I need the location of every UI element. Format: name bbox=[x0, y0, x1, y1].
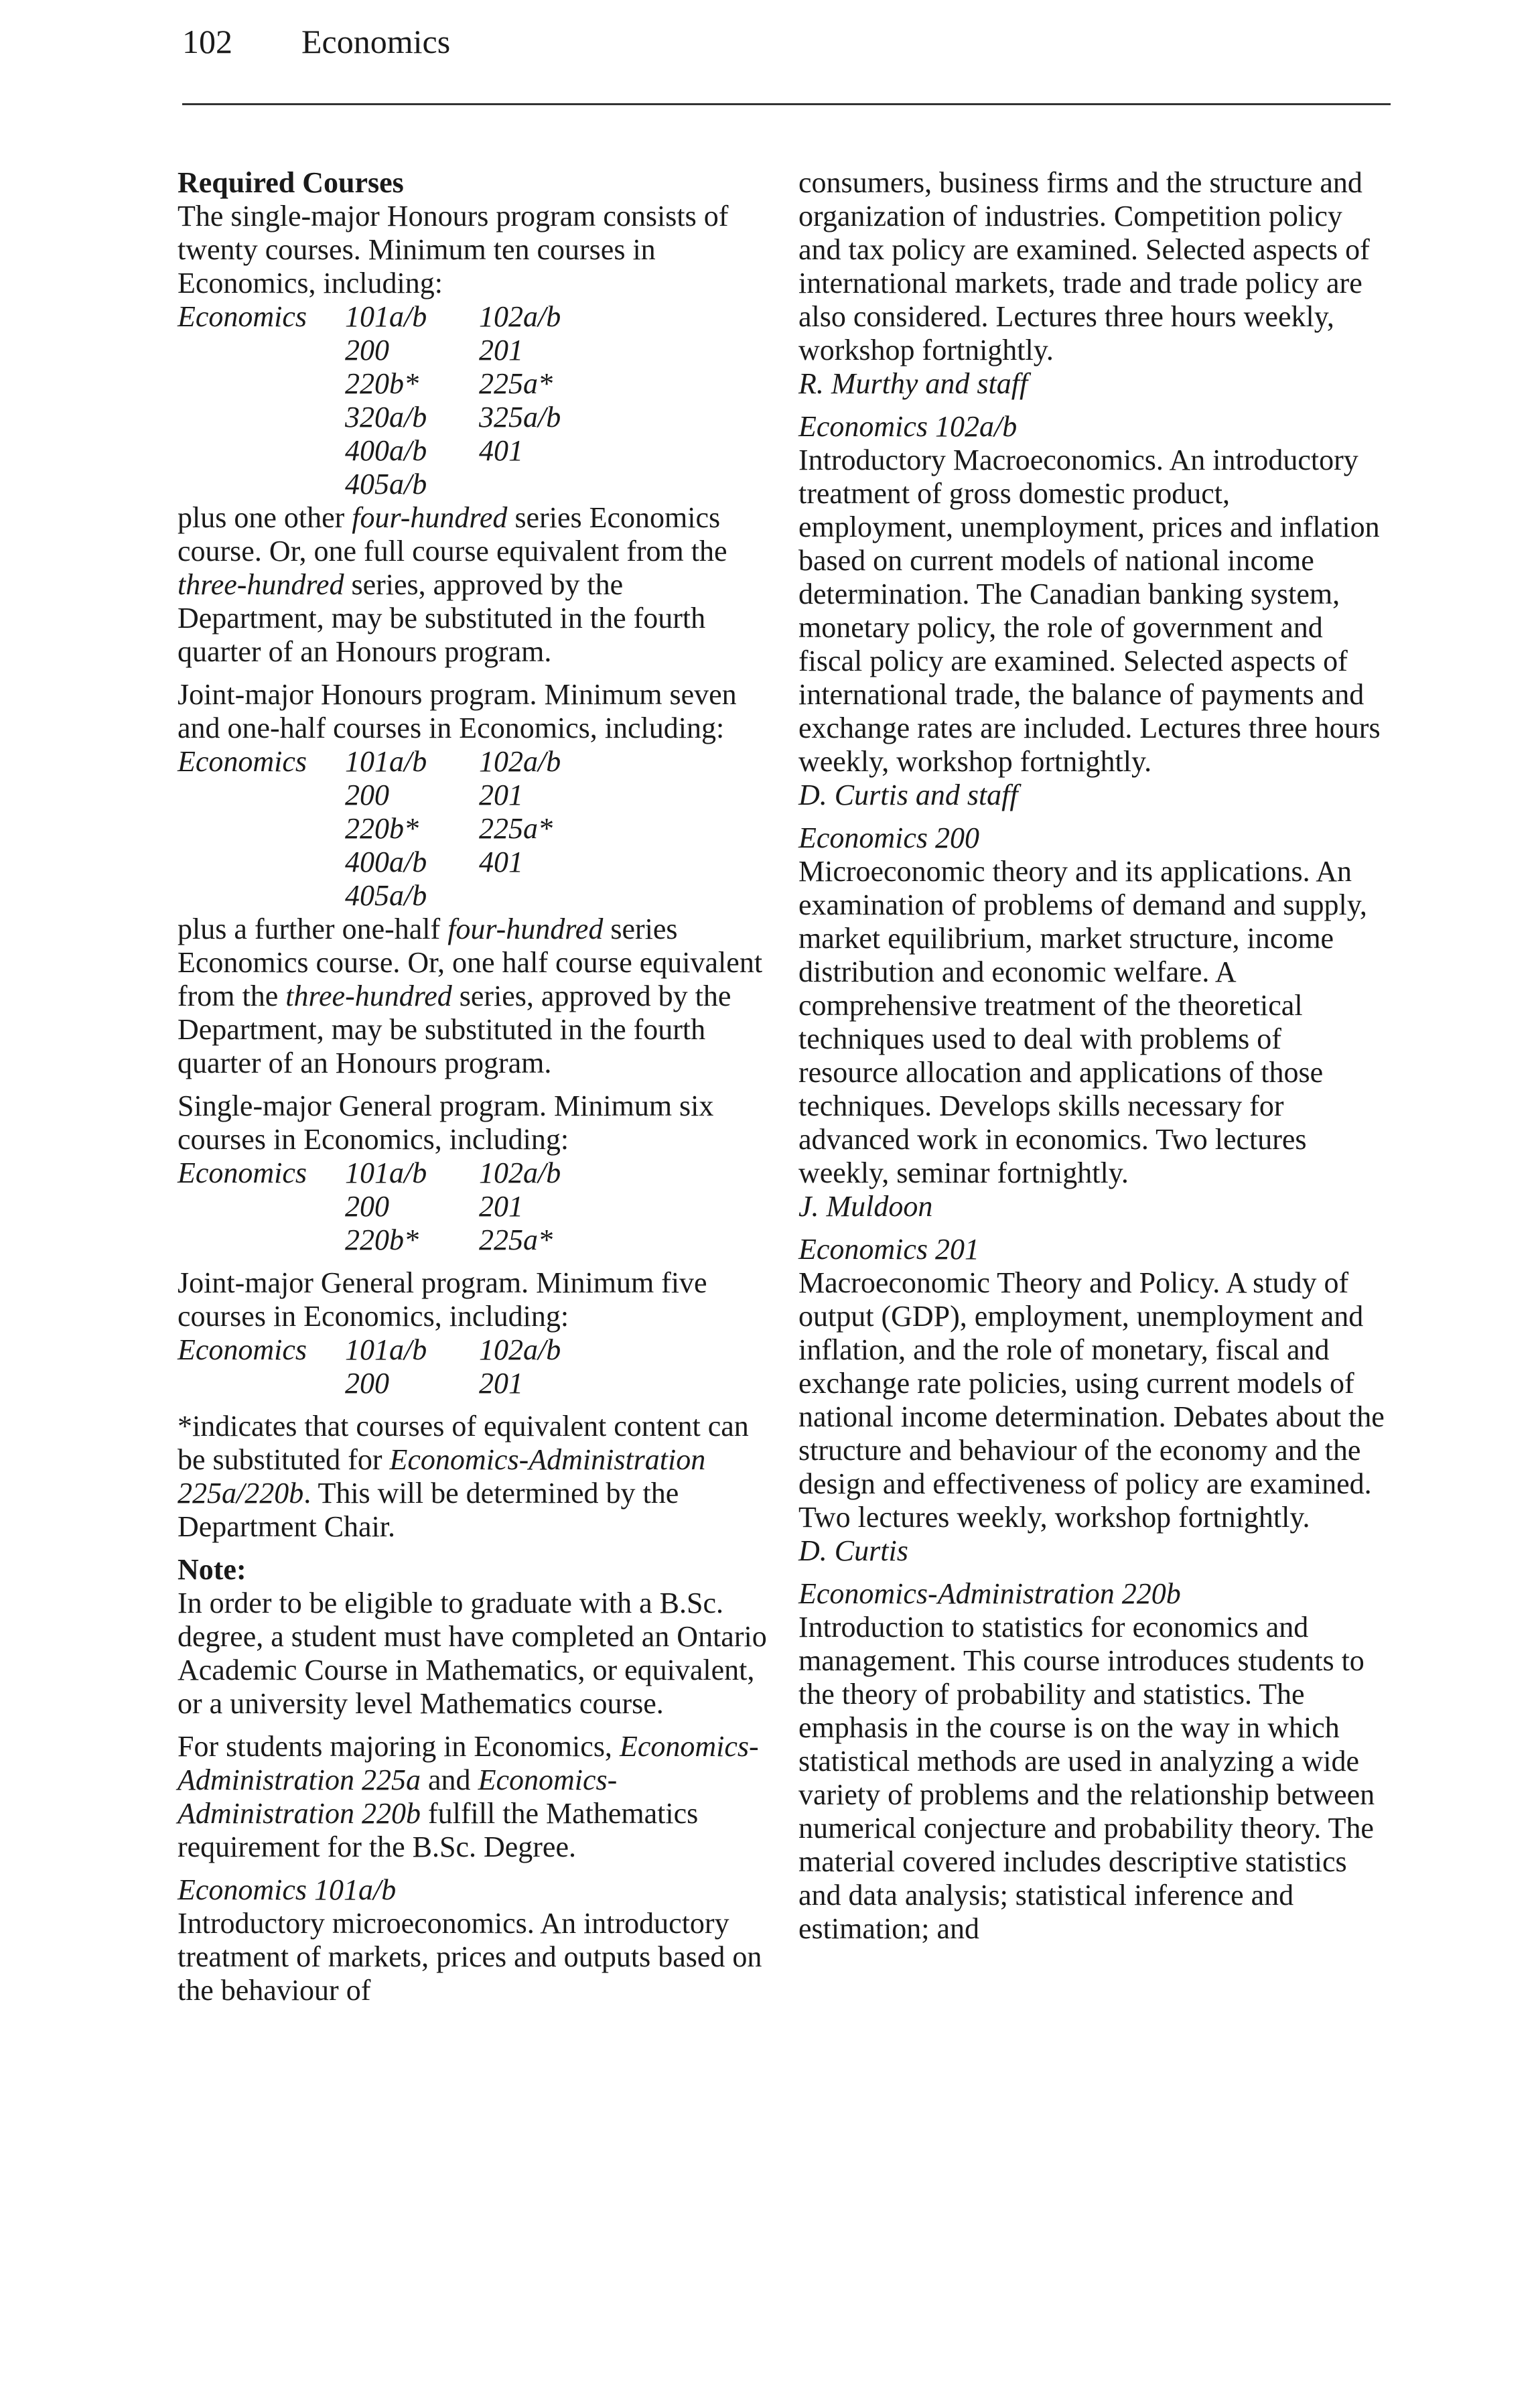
table-cell: 405a/b bbox=[345, 468, 427, 500]
table-row bbox=[178, 401, 561, 434]
course-entry bbox=[798, 821, 1388, 1223]
table-cell: 201 bbox=[479, 1367, 523, 1400]
course-title: Economics 101a/b bbox=[178, 1873, 397, 1906]
text-run: four-hundred bbox=[447, 913, 604, 945]
table-cell bbox=[178, 468, 345, 501]
table-row bbox=[178, 434, 561, 468]
course-description: Macroeconomic Theory and Policy. A study of output (GDP), employment, unemployment and inflation, and the role of monetary, fiscal and exchange rate policies, using current models of national income determination. Debates about the structure and behaviour of the economy and the design and effectiveness of policy are examined. Two lectures weekly, workshop fortnightly. bbox=[798, 1266, 1385, 1534]
course-description: Microeconomic theory and its applications. An examination of problems of demand and supply, market equilibrium, market structure, income distribution and economic welfare. A comprehensive treatment of the theoretical techniques used to deal with problems of resource allocation and applications of those techniques. Develops skills necessary for advanced work in economics. Two lectures weekly, seminar fortnightly. bbox=[798, 855, 1367, 1189]
course-title: Economics-Administration 220b bbox=[798, 1577, 1181, 1610]
course-instructor: D. Curtis bbox=[798, 1534, 908, 1567]
table-cell: 401 bbox=[479, 434, 523, 467]
joint-general-intro: Joint-major General program. Minimum five courses in Economics, including: bbox=[178, 1266, 707, 1333]
table-cell: 200 bbox=[345, 334, 389, 366]
text-run: Economics-Administration 225a bbox=[178, 1730, 759, 1796]
table-cell: 101a/b bbox=[345, 745, 427, 778]
table-row bbox=[178, 300, 561, 334]
left-column bbox=[178, 166, 767, 2017]
course-entry bbox=[798, 410, 1388, 812]
single-honours-footnote bbox=[178, 501, 767, 669]
joint-honours-block bbox=[178, 678, 767, 1080]
table-cell bbox=[178, 879, 345, 913]
course-table bbox=[178, 1333, 561, 1400]
required-courses-heading: Required Courses bbox=[178, 166, 404, 199]
text-run: series, approved by the Department, may be substituted in the fourth quarter of an Honours program. bbox=[178, 980, 731, 1079]
text-run: Economics-Administration 225a/220b bbox=[178, 1443, 706, 1510]
note-heading: Note: bbox=[178, 1553, 247, 1586]
table-cell: 220b* bbox=[345, 367, 419, 400]
majors-note bbox=[178, 1730, 767, 1864]
table-cell: 201 bbox=[479, 334, 523, 366]
table-row bbox=[178, 1367, 561, 1400]
course-title: Economics 102a/b bbox=[798, 410, 1018, 443]
table-cell: 200 bbox=[345, 779, 389, 811]
course-description: Introduction to statistics for economics and management. This course introduces students to the theory of probability and statistics. The emphasis in the course is on the way in which statistical methods are used in analyzing a wide variety of problems and the relationship between numerical conjecture and probability theory. The material covered includes descriptive statistics and data analysis; statistical inference and estimation; and bbox=[798, 1611, 1375, 1945]
text-run: plus a further one-half bbox=[178, 913, 448, 945]
table-row bbox=[178, 745, 561, 779]
course-title: Economics 201 bbox=[798, 1233, 980, 1266]
table-row bbox=[178, 1223, 561, 1257]
table-cell bbox=[178, 401, 345, 434]
course-instructor: D. Curtis and staff bbox=[798, 779, 1018, 811]
text-run: series, approved by the Department, may be substituted in the fourth quarter of an Honours program. bbox=[178, 568, 706, 668]
table-cell: 225a* bbox=[479, 367, 553, 400]
text-run: four-hundred bbox=[352, 501, 508, 534]
text-run: three-hundred bbox=[178, 568, 344, 601]
joint-honours-footnote bbox=[178, 913, 767, 1080]
text-run: Economics-Administration 220b bbox=[178, 1763, 618, 1830]
table-cell: 102a/b bbox=[479, 300, 561, 333]
table-cell: 325a/b bbox=[479, 401, 561, 433]
table-cell: 400a/b bbox=[345, 846, 427, 878]
table-row bbox=[178, 879, 561, 913]
course-description: Introductory microeconomics. An introductory treatment of markets, prices and outputs based on the behaviour of bbox=[178, 1907, 762, 2007]
table-cell: 101a/b bbox=[345, 300, 427, 333]
table-cell bbox=[178, 1190, 345, 1223]
table-row bbox=[178, 779, 561, 812]
table-cell: 101a/b bbox=[345, 1333, 427, 1366]
table-row bbox=[178, 1156, 561, 1190]
table-cell bbox=[479, 879, 561, 913]
single-honours-block bbox=[178, 166, 767, 669]
table-cell: 225a* bbox=[479, 812, 553, 845]
asterisk-note-text bbox=[178, 1410, 767, 1544]
majors-note-text bbox=[178, 1730, 767, 1864]
course-table bbox=[178, 1156, 561, 1257]
table-cell: 200 bbox=[345, 1367, 389, 1400]
text-run: and bbox=[421, 1763, 478, 1796]
joint-general-block bbox=[178, 1266, 767, 1400]
page-number: 102 bbox=[182, 23, 232, 60]
course-instructor: R. Murthy and staff bbox=[798, 367, 1028, 400]
note-text: In order to be eligible to graduate with a B.Sc. degree, a student must have completed an Ontario Academic Course in Mathematics, or equivalent, or a university level Mathematics course. bbox=[178, 1587, 767, 1720]
text-run: three-hundred bbox=[285, 980, 452, 1012]
single-general-block bbox=[178, 1089, 767, 1257]
text-run: series Economics course. Or, one full course equivalent from the bbox=[178, 501, 727, 567]
table-cell bbox=[178, 367, 345, 401]
table-row bbox=[178, 812, 561, 846]
asterisk-note bbox=[178, 1410, 767, 1544]
table-row bbox=[178, 468, 561, 501]
text-run: *indicates that courses of equivalent content can be substituted for bbox=[178, 1410, 749, 1476]
table-cell bbox=[178, 812, 345, 846]
table-cell bbox=[178, 334, 345, 367]
table-cell: 102a/b bbox=[479, 1333, 561, 1366]
course-description: consumers, business firms and the structure and organization of industries. Competition policy and tax policy are examined. Selected aspects of international markets, trade and trade policy are also considered. Lectures three hours weekly, workshop fortnightly. bbox=[798, 166, 1370, 366]
table-cell bbox=[178, 846, 345, 879]
course-table bbox=[178, 300, 561, 501]
table-cell bbox=[479, 468, 561, 501]
table-cell: 220b* bbox=[345, 812, 419, 845]
joint-honours-intro: Joint-major Honours program. Minimum seven and one-half courses in Economics, including: bbox=[178, 678, 737, 744]
table-cell: 400a/b bbox=[345, 434, 427, 467]
course-entry bbox=[798, 1233, 1388, 1568]
table-cell: 225a* bbox=[479, 1223, 553, 1256]
course-title: Economics 200 bbox=[798, 821, 980, 854]
table-cell: 201 bbox=[479, 779, 523, 811]
table-cell: 401 bbox=[479, 846, 523, 878]
table-row bbox=[178, 846, 561, 879]
table-cell: 405a/b bbox=[345, 879, 427, 912]
table-cell: 102a/b bbox=[479, 1156, 561, 1189]
table-row bbox=[178, 334, 561, 367]
table-cell: 200 bbox=[345, 1190, 389, 1223]
text-run: plus one other bbox=[178, 501, 352, 534]
table-cell bbox=[178, 434, 345, 468]
table-row bbox=[178, 367, 561, 401]
table-cell: 320a/b bbox=[345, 401, 427, 433]
table-cell: 102a/b bbox=[479, 745, 561, 778]
text-run: For students majoring in Economics, bbox=[178, 1730, 620, 1763]
course-description: Introductory Macroeconomics. An introductory treatment of gross domestic product, employment, unemployment, prices and inflation based on current models of national income determination. The Canadian banking system, monetary policy, the role of government and fiscal policy are examined. Selected aspects of international trade, the balance of payments and exchange rates are included. Lectures three hours weekly, workshop fortnightly. bbox=[798, 444, 1381, 778]
table-row bbox=[178, 1190, 561, 1223]
course-instructor: J. Muldoon bbox=[798, 1190, 933, 1223]
text-run: . This will be determined by the Department Chair. bbox=[178, 1477, 679, 1543]
table-cell: Economics bbox=[178, 1333, 307, 1366]
course-table bbox=[178, 745, 561, 913]
table-cell: Economics bbox=[178, 1156, 307, 1189]
course-entry bbox=[798, 1577, 1388, 1946]
table-cell bbox=[178, 1367, 345, 1400]
table-row bbox=[178, 1333, 561, 1367]
single-honours-intro: The single-major Honours program consists of twenty courses. Minimum ten courses in Economics, including: bbox=[178, 200, 729, 299]
table-cell bbox=[178, 779, 345, 812]
table-cell: 220b* bbox=[345, 1223, 419, 1256]
table-cell bbox=[178, 1223, 345, 1257]
running-header bbox=[182, 15, 450, 68]
note-block bbox=[178, 1553, 767, 1721]
table-cell: 101a/b bbox=[345, 1156, 427, 1189]
text-run: fulfill the Mathematics requirement for the B.Sc. Degree. bbox=[178, 1797, 699, 1863]
course-entry bbox=[798, 166, 1388, 401]
course-entry bbox=[178, 1873, 767, 2007]
table-cell: Economics bbox=[178, 745, 307, 778]
table-cell: Economics bbox=[178, 300, 307, 333]
right-column bbox=[798, 166, 1388, 1955]
table-cell: 201 bbox=[479, 1190, 523, 1223]
text-run: series Economics course. Or, one half course equivalent from the bbox=[178, 913, 763, 1012]
section-title: Economics bbox=[301, 23, 451, 60]
single-general-intro: Single-major General program. Minimum six courses in Economics, including: bbox=[178, 1089, 714, 1156]
header-rule bbox=[182, 103, 1391, 105]
